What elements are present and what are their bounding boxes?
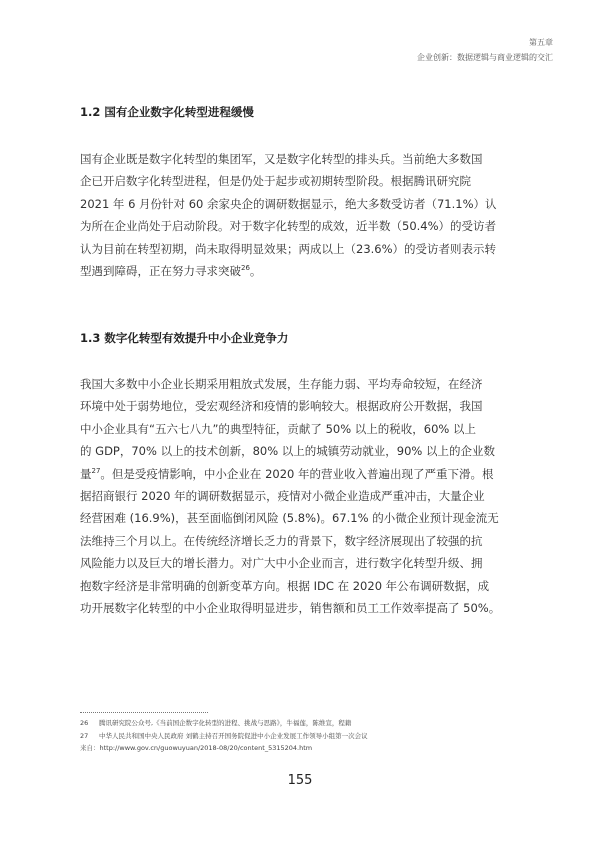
- text-line: 功开展数字化转型的中小企业取得明显进步，销售额和员工工作效率提高了 50%。: [80, 601, 501, 616]
- footnote-27: [80, 730, 550, 743]
- text-line: 为所在企业尚处于启动阶段。对于数字化转型的成效，近半数（50.4%）的受访者: [80, 219, 497, 234]
- paragraph: [80, 148, 546, 282]
- section-1-2-body: [80, 148, 546, 282]
- footnote-text: 腾讯研究院公众号,《当前国企数字化转型的进程、挑战与思路》，牛福莲，陈维宣，程籍: [99, 719, 352, 727]
- text-line: 中小企业具有“五六七八九”的典型特征，贡献了 50% 以上的税收，60% 以上: [80, 421, 476, 436]
- page-number: 155: [287, 773, 313, 788]
- text-line-start: 量: [80, 466, 92, 481]
- text-line: 型遇到障碍，正在努力寻求突破$^{26}$。: [80, 264, 262, 279]
- running-header: [417, 35, 553, 65]
- text-line: 环境中处于弱势地位，受宏观经济和疫情的影响较大。根据政府公开数据，我国: [80, 399, 483, 414]
- text-line: 风险能力以及巨大的增长潜力。对广大中小企业而言，进行数字化转型升级、拥: [80, 556, 483, 571]
- footnote-ref-27[interactable]: 27: [91, 466, 101, 475]
- text-line: 法维持三个月以上。在传统经济增长乏力的背景下，数字经济展现出了较强的抗: [80, 533, 483, 548]
- footnote-divider: [80, 712, 208, 713]
- section-title: 1.3 数字化转型有效提升中小企业竞争力: [80, 331, 289, 345]
- text-line: 国有企业既是数字化转型的集团军，又是数字化转型的排头兵。当前绝大多数国: [80, 152, 483, 166]
- footnote-text: 中华人民共和国中央人民政府 刘鹤主持召开国务院促进中小企业发展工作领导小组第一次会议: [99, 731, 368, 740]
- text-line-end: 。但是受疫情影响，中小企业在 2020 年的营业收入普遍出现了严重下滑。根: [100, 466, 494, 481]
- text-line: 据招商银行 2020 年的调研数据显示，疫情对小微企业造成严重冲击，大量企业: [80, 489, 485, 504]
- chapter-label: 第五章: [529, 38, 553, 47]
- text-line: 经营困难 (16.9%)，甚至面临倒闭风险 (5.8%)。67.1% 的小微企业预计现金流无: [80, 511, 499, 526]
- section-1-3-heading-block: [80, 330, 546, 346]
- text-line: 我国大多数中小企业长期采用粗放式发展，生存能力弱、平均寿命较短，在经济: [80, 377, 483, 391]
- footnote-26: [80, 717, 550, 730]
- chapter-subtitle: 企业创新：数据逻辑与商业逻辑的交汇: [417, 53, 553, 62]
- section-title: 1.2 国有企业数字化转型进程缓慢: [80, 105, 254, 119]
- text-line: 抱数字经济是非常明确的创新变革方向。根据 IDC 在 2020 年公布调研数据，成: [80, 578, 490, 593]
- footnote-number: 27: [80, 731, 89, 740]
- footnote-27-source-link[interactable]: 来自：http://www.gov.cn/guowuyuan/2018-08/20/content_5315204.htm: [80, 744, 313, 752]
- text-line: 2021 年 6 月份针对 60 余家央企的调研数据显示，绝大多数受访者（71.1%）认: [80, 196, 497, 211]
- footnotes: [80, 717, 550, 755]
- section-1-2-heading-block: [80, 104, 546, 120]
- text-line: [80, 463, 546, 485]
- footnote-ref-26[interactable]: 26: [241, 264, 250, 273]
- text-line-content: 型遇到障碍，正在努力寻求突破: [80, 264, 241, 279]
- text-line: 的 GDP，70% 以上的技术创新，80% 以上的城镇劳动就业，90% 以上的企业数: [80, 444, 496, 459]
- footnote-number: 26: [80, 719, 89, 727]
- text-line: 企已开启数字化转型进程，但是仍处于起步或初期转型阶段。根据腾讯研究院: [80, 174, 471, 189]
- section-1-3-body: [80, 373, 546, 619]
- paragraph: [80, 373, 546, 619]
- text-line: 认为目前在转型初期，尚未取得明显效果；两成以上（23.6%）的受访者则表示转: [80, 241, 497, 256]
